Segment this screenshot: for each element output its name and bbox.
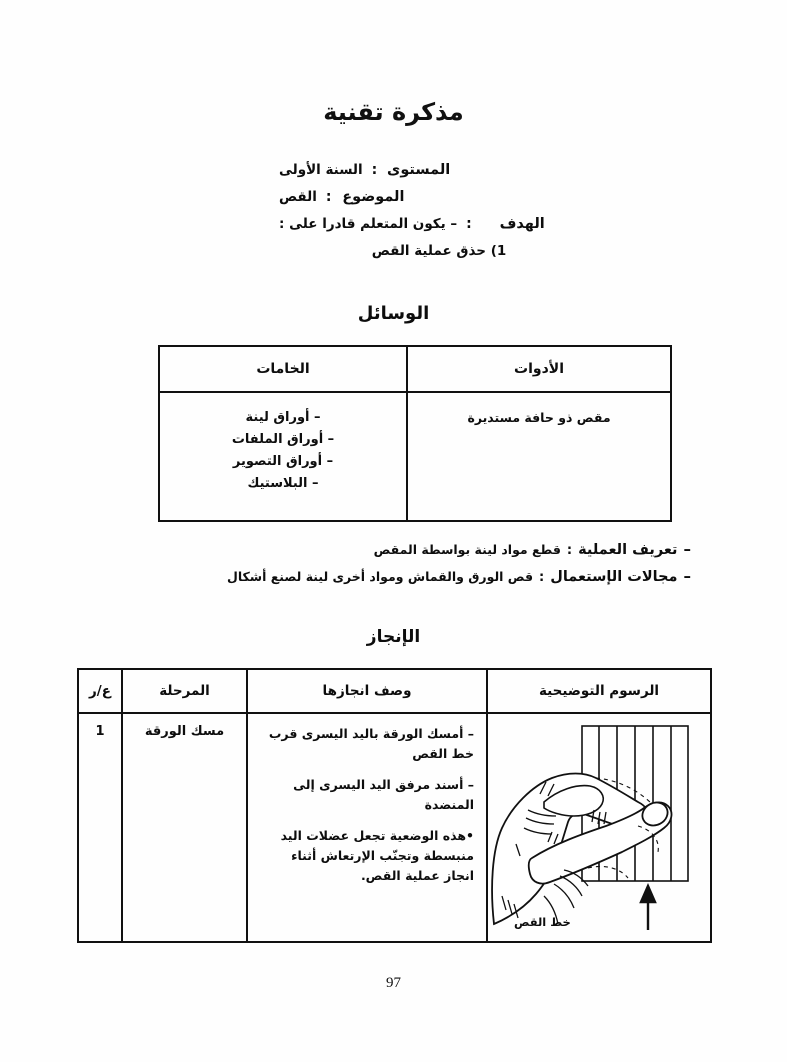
definition-colon: : — [539, 570, 545, 585]
means-body-tools — [408, 393, 670, 520]
definition-dash: – — [683, 567, 691, 585]
means-header-materials: الخامات — [160, 347, 406, 393]
execution-description-text — [248, 724, 486, 886]
material-item: – أوراق لينة — [245, 410, 321, 425]
meta-colon-level: : — [371, 162, 378, 178]
execution-cell-number: 1 — [95, 724, 105, 739]
execution-header-description: وصف انجازها — [246, 670, 486, 712]
material-item: – أوراق التصوير — [232, 454, 334, 469]
section-heading-execution: الإنجاز — [366, 627, 421, 647]
execution-header-drawing: الرسوم التوضيحية — [486, 670, 710, 712]
material-item: – أوراق الملفات — [231, 432, 335, 447]
meta-label-level: المستوى — [387, 162, 451, 178]
means-table — [158, 345, 672, 522]
definition-row-uses — [91, 567, 691, 585]
execution-cell-drawing — [486, 714, 710, 941]
definitions-block — [91, 540, 691, 594]
table-row — [79, 714, 710, 941]
definition-dash: – — [683, 540, 691, 558]
execution-table-header-row — [79, 670, 710, 714]
definition-text-process: قطع مواد لينة بواسطة المقص — [373, 542, 561, 557]
means-column-tools — [406, 347, 670, 520]
meta-label-subject: الموضوع — [342, 189, 405, 205]
means-column-materials — [160, 347, 406, 520]
execution-table — [77, 668, 712, 943]
execution-header-stage: المرحلة — [121, 670, 246, 712]
page-title: مذكرة تقنية — [323, 98, 464, 126]
means-body-materials — [160, 393, 406, 520]
meta-colon-objective: : — [466, 216, 472, 232]
hand-holding-paper-illustration — [488, 718, 712, 943]
execution-cell-description — [246, 714, 486, 941]
page-number: 97 — [386, 975, 401, 991]
definition-row-process — [91, 540, 691, 558]
objective-item: 1) حذق عملية القص — [371, 243, 507, 259]
meta-value-objective: – يكون المتعلم قادرا على : — [279, 216, 458, 232]
means-header-tools: الأدوات — [408, 347, 670, 393]
description-paragraph: – أمسك الورقة باليد اليسرى قرب خط القص — [268, 726, 474, 761]
definition-text-uses: قص الورق والقماش ومواد أخرى لينة لصنع أشكال — [226, 569, 534, 584]
execution-cell-stage: مسك الورقة — [121, 714, 246, 941]
meta-value-subject: القص — [279, 189, 317, 205]
section-heading-means: الوسائل — [357, 303, 430, 324]
definition-label-uses: مجالات الإستعمال — [550, 569, 678, 585]
meta-block — [279, 162, 699, 259]
cut-line-label: خط القص — [514, 915, 571, 929]
illustration-wrapper — [488, 714, 710, 941]
material-item: – البلاستيك — [247, 476, 319, 491]
execution-header-number: ع/ر — [89, 683, 111, 699]
tool-item: مقص ذو حافة مستديرة — [467, 410, 611, 425]
meta-label-objective: الهدف — [499, 216, 545, 232]
meta-row-level — [279, 162, 699, 178]
meta-row-subject — [279, 189, 699, 205]
definition-label-process: تعريف العملية — [578, 542, 678, 558]
description-paragraph: – أسند مرفق اليد اليسرى إلى المنضدة — [293, 777, 474, 812]
description-paragraph: •هذه الوضعية تجعل عضلات اليد منبسطة وتجنّب الإرتعاش أثناء انجاز عملية القص. — [280, 828, 474, 883]
meta-colon-subject: : — [325, 189, 332, 205]
meta-value-level: السنة الأولى — [279, 162, 363, 178]
definition-colon: : — [566, 543, 573, 558]
meta-row-objective — [279, 216, 699, 232]
